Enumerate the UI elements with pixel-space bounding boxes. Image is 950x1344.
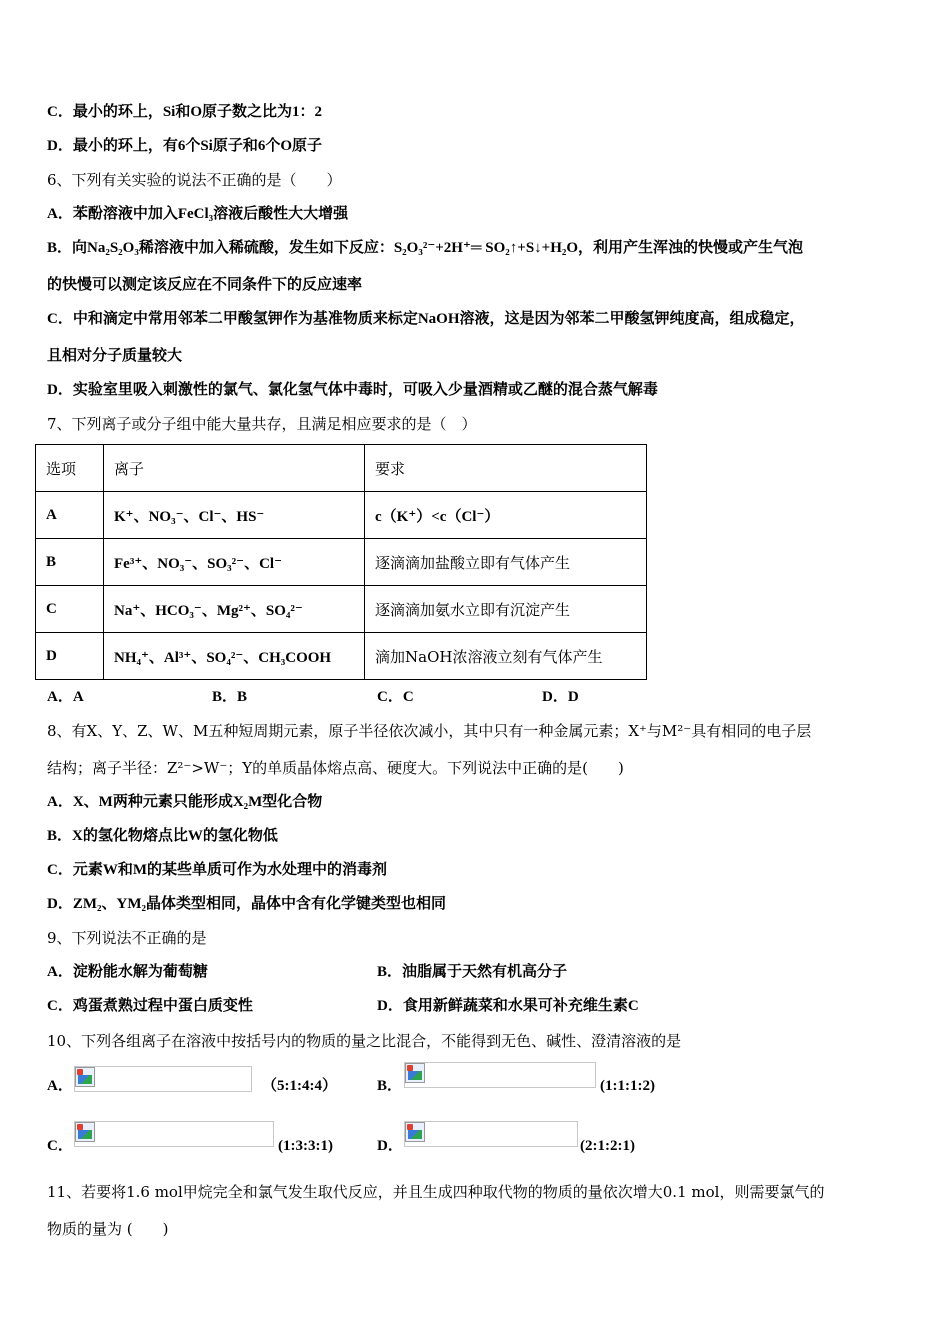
table-cell: Na⁺、HCO₃⁻、Mg²⁺、SO₄²⁻ bbox=[104, 586, 365, 633]
question-9-stem: 9、下列说法不正确的是 bbox=[47, 929, 207, 947]
question-8-option-b: B．X的氢化物熔点比W的氢化物低 bbox=[47, 828, 278, 844]
table-row bbox=[36, 539, 647, 586]
question-9-option-b: B．油脂属于天然有机高分子 bbox=[377, 964, 568, 980]
question-6-option-c-line1: C．中和滴定中常用邻苯二甲酸氢钾作为基准物质来标定NaOH溶液，这是因为邻苯二甲酸氢钾纯度高，组成稳定， bbox=[47, 311, 805, 327]
broken-image-icon bbox=[75, 1122, 95, 1142]
broken-image-icon bbox=[405, 1063, 425, 1083]
broken-image-icon bbox=[75, 1067, 95, 1087]
option-c-line: C．最小的环上，Si和O原子数之比为1：2 bbox=[47, 104, 323, 120]
table-cell: 逐滴滴加盐酸立即有气体产生 bbox=[365, 539, 647, 586]
question-10-option-d-label: D． bbox=[377, 1138, 403, 1154]
table-cell: 逐滴滴加氨水立即有沉淀产生 bbox=[365, 586, 647, 633]
table-header-cell: 离子 bbox=[104, 445, 365, 492]
question-10-option-d-ratio: (2:1:2:1) bbox=[580, 1138, 635, 1154]
question-6-option-d: D．实验室里吸入刺激性的氯气、氯化氢气体中毒时，可吸入少量酒精或乙醚的混合蒸气解毒 bbox=[47, 382, 658, 398]
table-cell: D bbox=[36, 633, 104, 680]
table-cell: A bbox=[36, 492, 104, 539]
broken-image-icon bbox=[405, 1122, 425, 1142]
broken-image-placeholder bbox=[74, 1121, 274, 1147]
question-11-stem-line2: 物质的量为 ( ) bbox=[47, 1220, 169, 1238]
question-7-table bbox=[35, 444, 647, 680]
question-9-option-d: D．食用新鲜蔬菜和水果可补充维生素C bbox=[377, 998, 639, 1014]
question-10-option-a-label: A． bbox=[47, 1078, 73, 1094]
table-row bbox=[36, 586, 647, 633]
question-8-option-c: C．元素W和M的某些单质可作为水处理中的消毒剂 bbox=[47, 862, 387, 878]
question-10-option-a-ratio: （5:1:4:4） bbox=[262, 1078, 337, 1094]
question-8-option-d: D．ZM₂、YM₂晶体类型相同，晶体中含有化学键类型也相同 bbox=[47, 896, 446, 912]
question-7-stem: 7、下列离子或分子组中能大量共存，且满足相应要求的是（ ） bbox=[47, 415, 477, 433]
question-10-option-c-label: C． bbox=[47, 1138, 73, 1154]
question-11-stem-line1: 11、若要将1.6 mol甲烷完全和氯气发生取代反应，并且生成四种取代物的物质的量依次增大0.1 mol，则需要氯气的 bbox=[47, 1183, 825, 1201]
table-row bbox=[36, 633, 647, 680]
table-cell: NH₄⁺、Al³⁺、SO₄²⁻、CH₃COOH bbox=[104, 633, 365, 680]
question-8-stem-line2: 结构；离子半径：Z²⁻>W⁻；Y的单质晶体熔点高、硬度大。下列说法中正确的是( ) bbox=[47, 759, 624, 777]
question-6-option-a: A．苯酚溶液中加入FeCl₃溶液后酸性大大增强 bbox=[47, 206, 349, 222]
broken-image-placeholder bbox=[74, 1066, 252, 1092]
broken-image-placeholder bbox=[404, 1062, 596, 1088]
question-8-option-a: A．X、M两种元素只能形成X₂M型化合物 bbox=[47, 794, 323, 810]
question-7-option-c: C．C bbox=[377, 689, 414, 705]
table-cell: 滴加NaOH浓溶液立刻有气体产生 bbox=[365, 633, 647, 680]
question-9-option-a: A．淀粉能水解为葡萄糖 bbox=[47, 964, 208, 980]
option-d-line: D．最小的环上，有6个Si原子和6个O原子 bbox=[47, 138, 323, 154]
question-10-stem: 10、下列各组离子在溶液中按括号内的物质的量之比混合，不能得到无色、碱性、澄清溶液的是 bbox=[47, 1032, 682, 1050]
table-cell: Fe³⁺、NO₃⁻、SO₃²⁻、Cl⁻ bbox=[104, 539, 365, 586]
question-6-option-b-line1: B．向Na₂S₂O₃稀溶液中加入稀硫酸，发生如下反应：S₂O₃²⁻+2H⁺═ SO₂↑+S↓+H₂O，利用产生浑浊的快慢或产生气泡 bbox=[47, 240, 804, 256]
question-10-option-b-ratio: (1:1:1:2) bbox=[600, 1078, 655, 1094]
table-header-cell: 选项 bbox=[36, 445, 104, 492]
question-6-option-c-line2: 且相对分子质量较大 bbox=[47, 348, 183, 364]
question-8-stem-line1: 8、有X、Y、Z、W、M五种短周期元素，原子半径依次减小，其中只有一种金属元素；X⁺与M²⁻具有相同的电子层 bbox=[47, 722, 812, 740]
table-header-row bbox=[36, 445, 647, 492]
table-cell: c（K⁺）<c（Cl⁻） bbox=[365, 492, 647, 539]
broken-image-placeholder bbox=[404, 1121, 578, 1147]
table-row bbox=[36, 492, 647, 539]
table-cell: K⁺、NO₃⁻、Cl⁻、HS⁻ bbox=[104, 492, 365, 539]
question-7-option-b: B．B bbox=[212, 689, 248, 705]
question-6-stem: 6、下列有关实验的说法不正确的是（ ） bbox=[47, 171, 342, 189]
table-cell: B bbox=[36, 539, 104, 586]
question-6-option-b-line2: 的快慢可以测定该反应在不同条件下的反应速率 bbox=[47, 277, 363, 293]
table-cell: C bbox=[36, 586, 104, 633]
table-header-cell: 要求 bbox=[365, 445, 647, 492]
question-7-option-d: D．D bbox=[542, 689, 579, 705]
question-10-option-b-label: B． bbox=[377, 1078, 403, 1094]
question-9-option-c: C．鸡蛋煮熟过程中蛋白质变性 bbox=[47, 998, 253, 1014]
question-10-option-c-ratio: (1:3:3:1) bbox=[278, 1138, 333, 1154]
question-7-option-a: A．A bbox=[47, 689, 84, 705]
